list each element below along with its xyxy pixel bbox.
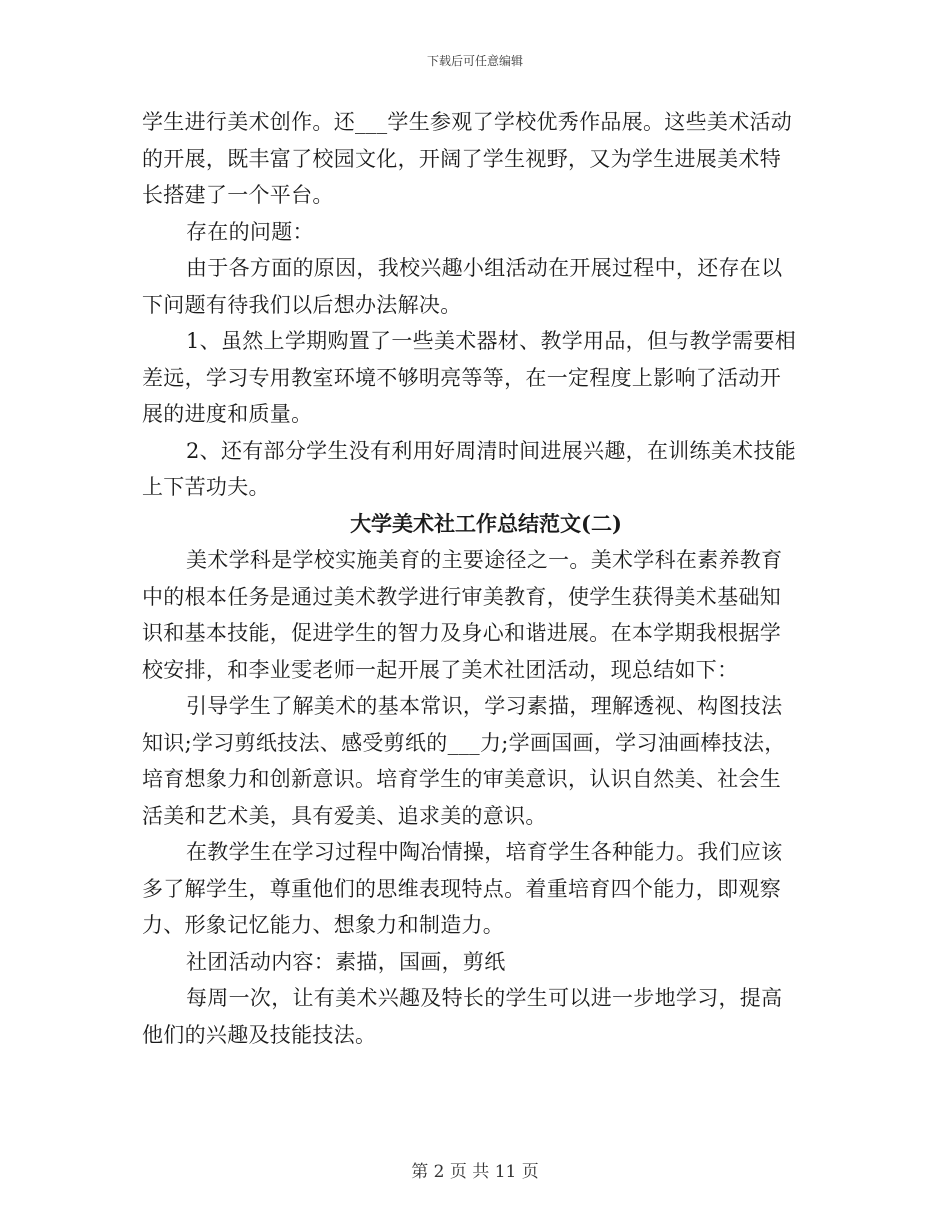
text-line: 差远，学习专用教室环境不够明亮等等，在一定程度上影响了活动开 (142, 365, 781, 390)
text-line: 识和基本技能，促进学生的智力及身心和谐进展。在本学期我根据学 (142, 621, 781, 645)
text-line: 上下苦功夫。 (142, 475, 270, 499)
text-line: 培育想象力和创新意识。培育学生的审美意识，认识自然美、社会生 (142, 767, 781, 791)
text-line: 长搭建了一个平台。 (142, 183, 334, 207)
text-line: 1、虽然上学期购置了一些美术器材、教学用品，但与教学需要相 (186, 329, 797, 353)
section-title: 大学美术社工作总结范文(二) (350, 510, 622, 536)
text-line: 展的进度和质量。 (142, 402, 313, 426)
document-body (142, 104, 808, 1053)
text-line: 他们的兴趣及技能技法。 (142, 1022, 377, 1047)
text-line: 每周一次，让有美术兴趣及特长的学生可以进一步地学习，提高 (186, 986, 783, 1010)
text-line: 在教学生在学习过程中陶冶情操，培育学生各种能力。我们应该 (186, 840, 783, 864)
text-line: 力、形象记忆能力、想象力和制造力。 (142, 913, 505, 937)
text-line: 美术学科是学校实施美育的主要途径之一。美术学科在素养教育 (186, 548, 783, 572)
text-line: 引导学生了解美术的基本常识，学习素描，理解透视、构图技法 (186, 694, 783, 718)
text-line: 下问题有待我们以后想办法解决。 (142, 292, 462, 317)
text-line: 2、还有部分学生没有利用好周清时间进展兴趣，在训练美术技能 (186, 438, 797, 463)
text-line: 学生进行美术创作。还___学生参观了学校优秀作品展。这些美术活动 (142, 110, 793, 134)
text-line: 校安排，和李业雯老师一起开展了美术社团活动，现总结如下： (142, 657, 739, 682)
text-line: 中的根本任务是通过美术教学进行审美教育，使学生获得美术基础知 (142, 584, 781, 609)
text-line: 知识;学习剪纸技法、感受剪纸的___力;学画国画，学习油画棒技法， (142, 730, 786, 755)
page-header: 下载后可任意编辑 (426, 54, 523, 68)
text-line: 活美和艺术美，具有爱美、追求美的意识。 (142, 803, 547, 828)
text-line: 存在的问题： (186, 219, 314, 244)
text-line: 多了解学生，尊重他们的思维表现特点。着重培育四个能力，即观察 (142, 876, 781, 901)
text-line: 社团活动内容：素描，国画，剪纸 (186, 949, 506, 974)
text-line: 由于各方面的原因，我校兴趣小组活动在开展过程中，还存在以 (186, 256, 783, 280)
text-line: 的开展，既丰富了校园文化，开阔了学生视野，又为学生进展美术特 (142, 146, 781, 171)
page-footer: 第 2 页 共 11 页 (411, 1162, 539, 1182)
